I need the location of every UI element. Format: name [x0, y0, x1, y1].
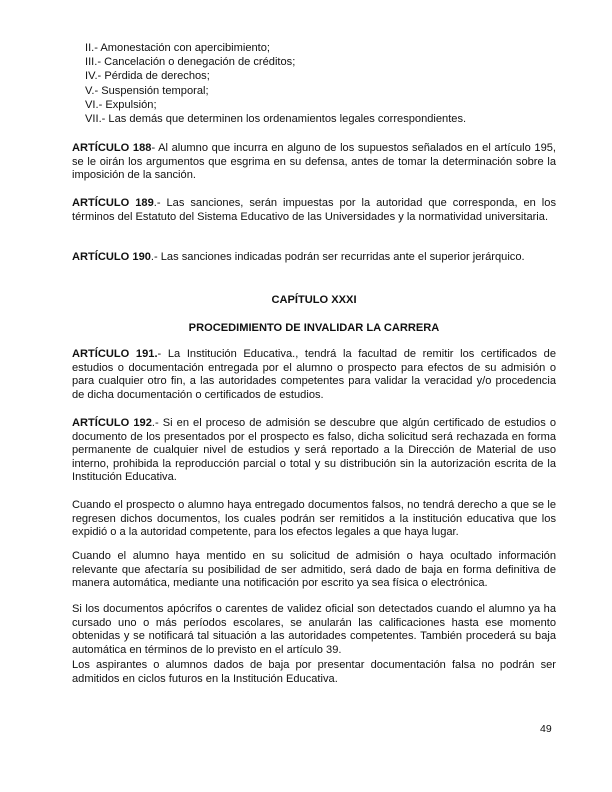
paragraph-future: Los aspirantes o alumnos dados de baja por presentar documentación falsa no podrán ser admitidos en ciclos futuros en la Institución Educativa. — [72, 659, 556, 685]
page-number: 49 — [540, 723, 552, 735]
article-label: ARTÍCULO 188 — [72, 142, 152, 154]
chapter-title: CAPÍTULO XXXI — [271, 294, 357, 306]
list-item: VI.- Expulsión; — [85, 98, 157, 111]
article-label: ARTÍCULO 191. — [72, 348, 158, 360]
list-item: IV.- Pérdida de derechos; — [85, 70, 210, 83]
sanctions-list — [85, 41, 525, 126]
article-191 — [72, 348, 556, 402]
article-188 — [72, 142, 556, 183]
article-text: .- Si en el proceso de admisión se descubre que algún certificado de estudios o documento de los presentados por el prospecto es falso, dicha solicitud será rechazada en forma permanente de cualquier nivel de estudios y será reportado a la Dirección de Material de uso interno, prohibida la reproducción parcial o total y su distribución sin la autorización escrita de la Institución Educativa. — [72, 417, 556, 484]
article-189 — [72, 197, 556, 224]
article-text: - La Institución Educativa., tendrá la facultad de remitir los certificados de estudios o documentación entregada por el alumno o prospecto para efectos de su admisión o para cualquier otro fin, a las autoridades competentes para validar la veracidad y/o procedencia de dicha documentación o certificados de estudios. — [72, 348, 556, 401]
article-label: ARTÍCULO 190 — [72, 251, 151, 263]
chapter-subtitle: PROCEDIMIENTO DE INVALIDAR LA CARRERA — [188, 322, 440, 334]
article-192 — [72, 417, 556, 485]
paragraph-lied: Cuando el alumno haya mentido en su solicitud de admisión o haya ocultado información relevante que afectaría su posibilidad de ser admitido, será dado de baja en forma definitiva de manera automática, mediante una notificación por escrito ya sea física o electrónica. — [72, 550, 556, 590]
article-text: .- Las sanciones, serán impuestas por la autoridad que corresponda, en los términos del Estatuto del Sistema Educativo de las Universidades y la normatividad universitaria. — [72, 197, 556, 223]
article-text: - Al alumno que incurra en alguno de los supuestos señalados en el artículo 195, se le oirán los argumentos que esgrima en su defensa, antes de tomar la determinación sobre la imposición de la sanción. — [72, 142, 557, 182]
article-label: ARTÍCULO 192 — [72, 417, 152, 429]
list-item: VII.- Las demás que determinen los ordenamientos legales correspondientes. — [85, 113, 467, 126]
paragraph-apocryphal: Si los documentos apócrifos o carentes de validez oficial son detectados cuando el alumno ya ha cursado uno o más períodos escolares, se anularán las calificaciones hasta ese momento obtenidas y se notificará tal situación a las autoridades competentes. También procederá su baja automática en términos de lo previsto en el artículo 39. — [72, 603, 556, 656]
article-label: ARTÍCULO 189 — [72, 197, 154, 209]
article-text: .- Las sanciones indicadas podrán ser recurridas ante el superior jerárquico. — [150, 251, 525, 263]
list-item: II.- Amonestación con apercibimiento; — [85, 42, 270, 54]
list-item: V.- Suspensión temporal; — [85, 84, 209, 97]
list-item: III.- Cancelación o denegación de créditos; — [85, 56, 296, 69]
paragraph-documents-false: Cuando el prospecto o alumno haya entregado documentos falsos, no tendrá derecho a que se le regresen dichos documentos, los cuales podrán ser remitidos a la institución educativa que los expidió o a la autoridad competente, para los efectos legales a que haya lugar. — [72, 499, 556, 539]
article-190 — [72, 251, 556, 265]
